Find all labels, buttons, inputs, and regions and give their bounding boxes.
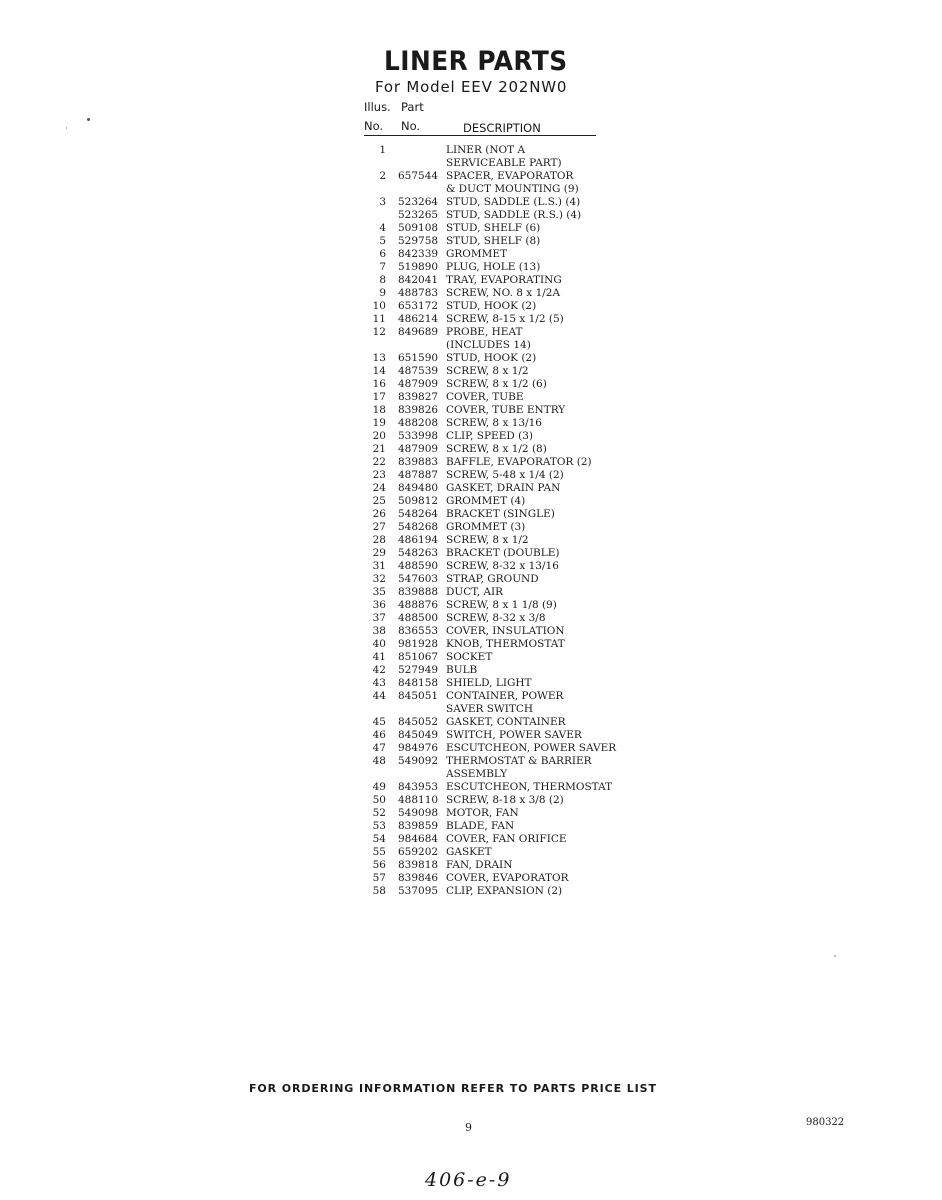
part-number: 839818 (398, 859, 439, 871)
part-description: SPACER, EVAPORATOR (446, 170, 574, 182)
part-number: 845049 (398, 729, 439, 741)
part-number: 839888 (398, 586, 439, 598)
part-description: STUD, SHELF (6) (446, 222, 541, 234)
illus-number: 26 (372, 508, 386, 520)
part-number: 523264 (398, 196, 439, 208)
part-number: 657544 (398, 170, 439, 182)
part-description: BRACKET (DOUBLE) (446, 547, 560, 559)
part-number: 529758 (398, 235, 439, 247)
illus-number: 31 (372, 560, 386, 572)
illus-number: 14 (372, 365, 386, 377)
part-description: COVER, FAN ORIFICE (446, 833, 567, 845)
illus-number: 29 (372, 547, 386, 559)
part-description: GASKET, CONTAINER (446, 716, 566, 728)
part-description: SCREW, 8-15 x 1/2 (5) (446, 313, 564, 325)
part-description: COVER, EVAPORATOR (446, 872, 569, 884)
part-number: 533998 (398, 430, 439, 442)
part-number: 487887 (398, 469, 439, 481)
illus-number: 57 (372, 872, 386, 884)
illus-number: 12 (372, 326, 386, 338)
illus-no-header: No. (364, 119, 384, 133)
illus-number: 38 (372, 625, 386, 637)
part-number: 842339 (398, 248, 439, 260)
part-number: 839859 (398, 820, 439, 832)
part-description: BRACKET (SINGLE) (446, 508, 555, 520)
model-subtitle: For Model EEV 202NW0 (375, 78, 568, 96)
part-description: MOTOR, FAN (446, 807, 519, 819)
part-description: STUD, HOOK (2) (446, 352, 537, 364)
part-description: GROMMET (4) (446, 495, 526, 507)
part-description: SCREW, 8 x 1 1/8 (9) (446, 599, 557, 611)
part-number: 488876 (398, 599, 439, 611)
illus-number: 50 (372, 794, 386, 806)
illus-number: 11 (372, 313, 386, 325)
part-description: TRAY, EVAPORATING (446, 274, 562, 286)
part-description-continued: SAVER SWITCH (446, 703, 534, 715)
page-title: LINER PARTS (384, 46, 568, 77)
illus-number: 5 (379, 235, 386, 247)
part-description-continued: & DUCT MOUNTING (9) (446, 183, 579, 195)
scan-speck (87, 118, 90, 121)
part-number: 519890 (398, 261, 439, 273)
part-description: SCREW, 8 x 13/16 (446, 417, 542, 429)
part-description: GASKET (446, 846, 492, 858)
handwritten-note: 406-e-9 (425, 1169, 512, 1191)
part-description: SCREW, 8 x 1/2 (8) (446, 443, 547, 455)
illus-number: 27 (372, 521, 386, 533)
part-description: SHIELD, LIGHT (446, 677, 532, 689)
part-description: STUD, SADDLE (L.S.) (4) (446, 196, 581, 208)
illus-number: 20 (372, 430, 386, 442)
part-number: 836553 (398, 625, 439, 637)
part-number: 849689 (398, 326, 439, 338)
part-description: COVER, TUBE (446, 391, 524, 403)
part-description: ESCUTCHEON, THERMOSTAT (446, 781, 613, 793)
illus-number: 8 (379, 274, 386, 286)
illus-number: 19 (372, 417, 386, 429)
illus-number: 44 (372, 690, 386, 702)
illus-number: 32 (372, 573, 386, 585)
illus-number: 24 (372, 482, 386, 494)
illus-number: 46 (372, 729, 386, 741)
part-description: PROBE, HEAT (446, 326, 523, 338)
part-description: FAN, DRAIN (446, 859, 513, 871)
illus-number: 1 (379, 144, 386, 156)
illus-number: 3 (379, 196, 386, 208)
part-description: LINER (NOT A (446, 144, 526, 156)
illus-number: 55 (372, 846, 386, 858)
scan-speck (66, 127, 67, 129)
part-description: SCREW, 8 x 1/2 (446, 534, 529, 546)
part-number: 984976 (398, 742, 439, 754)
part-number: 537095 (398, 885, 439, 897)
part-description: BULB (446, 664, 478, 676)
part-number: 848158 (398, 677, 439, 689)
illus-number: 7 (379, 261, 386, 273)
illus-number: 6 (379, 248, 386, 260)
part-number: 488590 (398, 560, 439, 572)
part-number: 488208 (398, 417, 439, 429)
part-description: SCREW, 8 x 1/2 (6) (446, 378, 547, 390)
part-description: BLADE, FAN (446, 820, 515, 832)
part-number: 487909 (398, 443, 439, 455)
illus-number: 10 (372, 300, 386, 312)
part-description: ESCUTCHEON, POWER SAVER (446, 742, 617, 754)
illus-number: 18 (372, 404, 386, 416)
description-header: DESCRIPTION (463, 121, 541, 135)
illus-number: 17 (372, 391, 386, 403)
part-description-continued: ASSEMBLY (446, 768, 508, 780)
part-description-continued: (INCLUDES 14) (446, 339, 531, 351)
part-description: THERMOSTAT & BARRIER (446, 755, 592, 767)
part-description: SCREW, NO. 8 x 1/2A (446, 287, 561, 299)
illus-number: 13 (372, 352, 386, 364)
illus-number: 49 (372, 781, 386, 793)
part-number: 486214 (398, 313, 439, 325)
part-no-header: No. (401, 119, 421, 133)
illus-number: 45 (372, 716, 386, 728)
part-number: 651590 (398, 352, 439, 364)
part-number: 488500 (398, 612, 439, 624)
illus-number: 36 (372, 599, 386, 611)
part-number: 509812 (398, 495, 439, 507)
part-number: 845052 (398, 716, 439, 728)
part-description: STRAP, GROUND (446, 573, 539, 585)
part-number: 486194 (398, 534, 439, 546)
part-number: 548263 (398, 547, 439, 559)
part-number: 527949 (398, 664, 439, 676)
illus-number: 56 (372, 859, 386, 871)
part-number: 659202 (398, 846, 439, 858)
part-number: 487539 (398, 365, 439, 377)
illus-number: 21 (372, 443, 386, 455)
part-number: 523265 (398, 209, 439, 221)
illus-number: 16 (372, 378, 386, 390)
illus-number: 35 (372, 586, 386, 598)
part-description: DUCT, AIR (446, 586, 504, 598)
part-number: 549098 (398, 807, 439, 819)
part-number: 851067 (398, 651, 439, 663)
part-number: 487909 (398, 378, 439, 390)
illus-number: 42 (372, 664, 386, 676)
illus-number: 47 (372, 742, 386, 754)
part-description: KNOB, THERMOSTAT (446, 638, 565, 650)
illus-number: 22 (372, 456, 386, 468)
part-description: STUD, SHELF (8) (446, 235, 541, 247)
part-number: 549092 (398, 755, 439, 767)
part-description: CLIP, EXPANSION (2) (446, 885, 563, 897)
part-description: GASKET, DRAIN PAN (446, 482, 561, 494)
illus-number: 25 (372, 495, 386, 507)
illus-number: 54 (372, 833, 386, 845)
part-number: 509108 (398, 222, 439, 234)
part-description: SCREW, 8-18 x 3/8 (2) (446, 794, 564, 806)
header-rule (364, 135, 596, 136)
part-number: 839826 (398, 404, 439, 416)
part-description: SWITCH, POWER SAVER (446, 729, 582, 741)
illus-number: 37 (372, 612, 386, 624)
part-description: SCREW, 8-32 x 13/16 (446, 560, 559, 572)
part-description: CLIP, SPEED (3) (446, 430, 533, 442)
part-number: 547603 (398, 573, 439, 585)
part-number: 839846 (398, 872, 439, 884)
part-number: 488110 (398, 794, 439, 806)
illus-number: 23 (372, 469, 386, 481)
part-description: SCREW, 8 x 1/2 (446, 365, 529, 377)
part-number: 839827 (398, 391, 439, 403)
part-description: GROMMET (446, 248, 508, 260)
scan-speck (834, 955, 836, 957)
part-description: STUD, SADDLE (R.S.) (4) (446, 209, 582, 221)
part-number: 548268 (398, 521, 439, 533)
part-description: SCREW, 5-48 x 1/4 (2) (446, 469, 564, 481)
part-header-top: Part (401, 100, 424, 114)
ordering-footer: FOR ORDERING INFORMATION REFER TO PARTS PRICE LIST (249, 1082, 657, 1095)
illus-number: 40 (372, 638, 386, 650)
part-number: 843953 (398, 781, 439, 793)
part-description: BAFFLE, EVAPORATOR (2) (446, 456, 592, 468)
page-number: 9 (465, 1121, 472, 1134)
illus-number: 9 (379, 287, 386, 299)
part-number: 984684 (398, 833, 439, 845)
part-description: SCREW, 8-32 x 3/8 (446, 612, 546, 624)
part-number: 653172 (398, 300, 439, 312)
part-description: GROMMET (3) (446, 521, 526, 533)
illus-number: 2 (379, 170, 386, 182)
illus-number: 53 (372, 820, 386, 832)
part-number: 842041 (398, 274, 439, 286)
part-number: 488783 (398, 287, 439, 299)
part-description: PLUG, HOLE (13) (446, 261, 541, 273)
part-description: STUD, HOOK (2) (446, 300, 537, 312)
part-number: 845051 (398, 690, 439, 702)
part-number: 548264 (398, 508, 439, 520)
illus-number: 41 (372, 651, 386, 663)
part-number: 849480 (398, 482, 439, 494)
part-description: SOCKET (446, 651, 493, 663)
illus-header-top: Illus. (364, 100, 391, 114)
document-number: 980322 (806, 1117, 845, 1128)
illus-number: 58 (372, 885, 386, 897)
part-description: COVER, INSULATION (446, 625, 565, 637)
illus-number: 48 (372, 755, 386, 767)
illus-number: 4 (379, 222, 386, 234)
part-description: CONTAINER, POWER (446, 690, 564, 702)
illus-number: 43 (372, 677, 386, 689)
part-number: 981928 (398, 638, 439, 650)
illus-number: 52 (372, 807, 386, 819)
part-description-continued: SERVICEABLE PART) (446, 157, 562, 169)
illus-number: 28 (372, 534, 386, 546)
part-description: COVER, TUBE ENTRY (446, 404, 566, 416)
part-number: 839883 (398, 456, 439, 468)
